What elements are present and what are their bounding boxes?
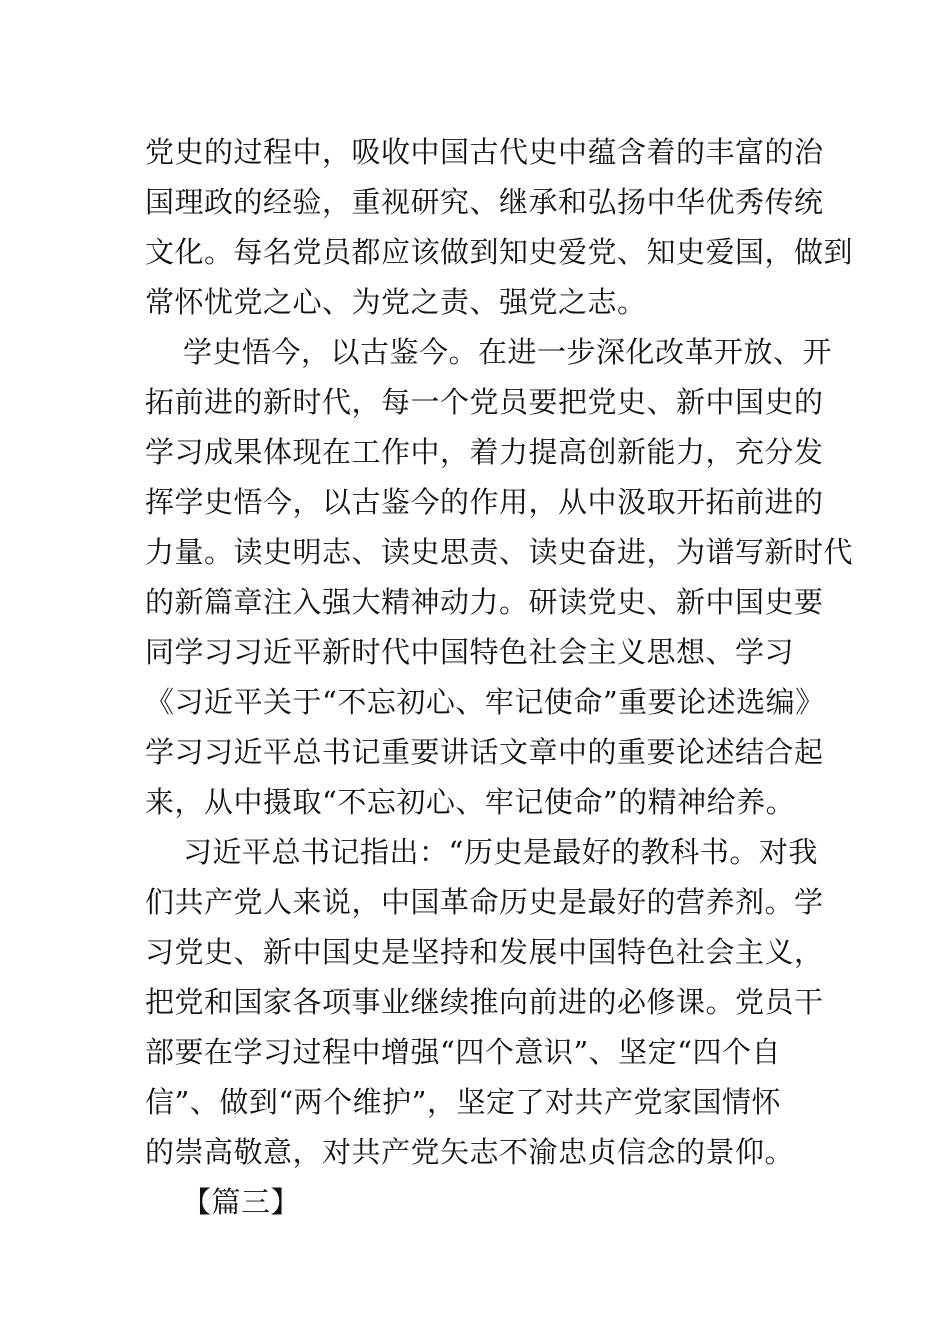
paragraph-start-line: 学史悟今，以古鉴今。在进一步深化改革开放、开 xyxy=(183,335,833,369)
text-line: 部要在学习过程中增强“四个意识”、坚定“四个自 xyxy=(145,1035,781,1069)
text-line: 挥学史悟今，以古鉴今的作用，从中汲取开拓前进的 xyxy=(145,485,824,519)
text-line: 党史的过程中，吸收中国古代史中蕴含着的丰富的治 xyxy=(145,135,824,169)
text-line: 的新篇章注入强大精神动力。研读党史、新中国史要 xyxy=(145,585,824,619)
text-line: 把党和国家各项事业继续推向前进的必修课。党员干 xyxy=(145,985,824,1019)
text-line: 文化。每名党员都应该做到知史爱党、知史爱国，做到 xyxy=(145,235,854,269)
section-heading: 【篇三】 xyxy=(182,1185,301,1219)
paragraph-start-line: 习近平总书记指出：“历史是最好的教科书。对我 xyxy=(183,835,818,869)
text-line: 拓前进的新时代，每一个党员要把党史、新中国史的 xyxy=(145,385,824,419)
text-line: 力量。读史明志、读史思责、读史奋进，为谱写新时代 xyxy=(145,535,854,569)
text-line: 来，从中摄取“不忘初心、牢记使命”的精神给养。 xyxy=(145,785,796,819)
text-line: 《习近平关于“不忘初心、牢记使命”重要论述选编》 xyxy=(145,685,825,719)
text-line: 学习习近平总书记重要讲话文章中的重要论述结合起 xyxy=(145,735,824,769)
text-line: 国理政的经验，重视研究、继承和弘扬中华优秀传统 xyxy=(145,185,824,219)
text-line: 常怀忧党之心、为党之责、强党之志。 xyxy=(145,285,647,319)
text-line: 们共产党人来说，中国革命历史是最好的营养剂。学 xyxy=(145,885,824,919)
text-line: 习党史、新中国史是坚持和发展中国特色社会主义， xyxy=(145,935,824,969)
text-line: 同学习习近平新时代中国特色社会主义思想、学习 xyxy=(145,635,795,669)
text-line: 信”、做到“两个维护”，坚定了对共产党家国情怀 xyxy=(145,1085,781,1119)
text-line: 的崇高敬意，对共产党矢志不渝忠贞信念的景仰。 xyxy=(145,1135,795,1169)
text-line: 学习成果体现在工作中，着力提高创新能力，充分发 xyxy=(145,435,824,469)
